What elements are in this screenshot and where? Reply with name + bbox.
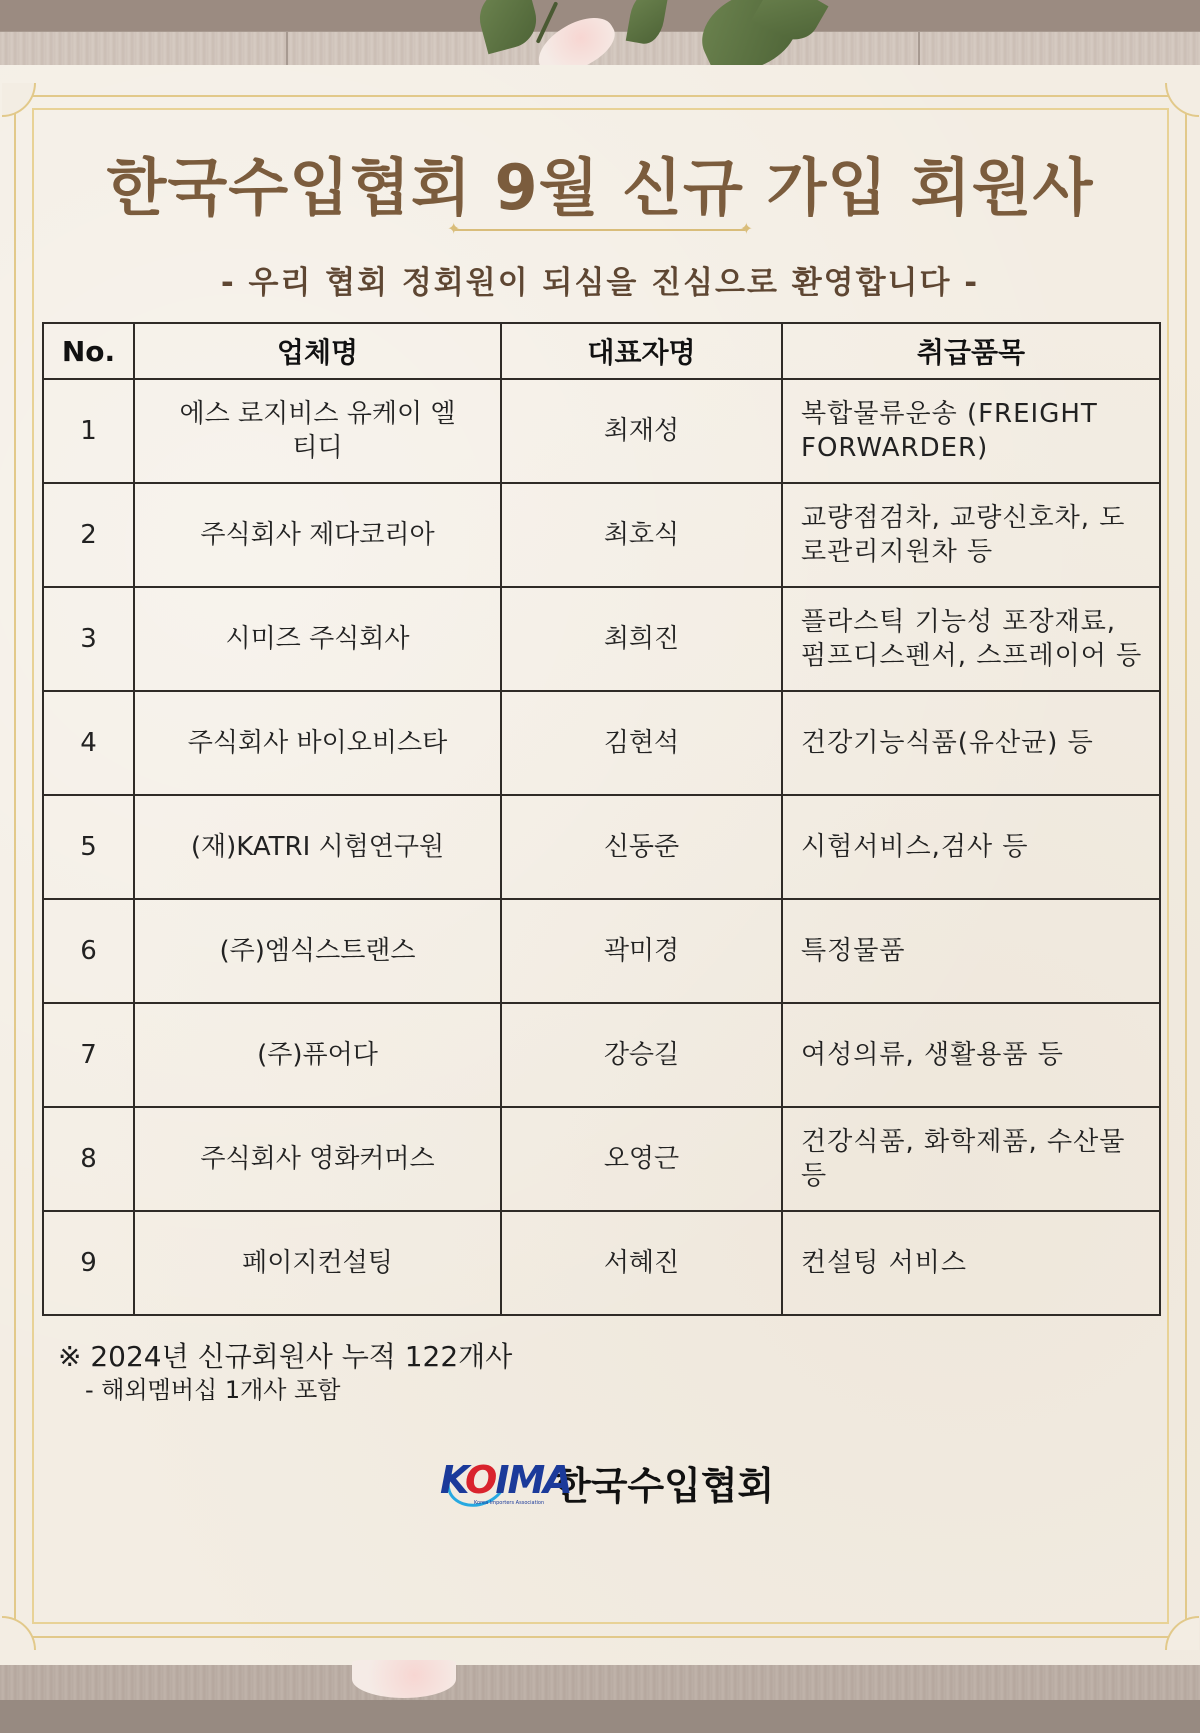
- cell-company: 주식회사 영화커머스: [134, 1107, 501, 1211]
- cell-representative: 최희진: [501, 587, 782, 691]
- table-row: [43, 483, 1160, 587]
- cell-items: 특정물품: [782, 899, 1160, 1003]
- cell-company: 주식회사 바이오비스타: [134, 691, 501, 795]
- plank-seam: [286, 31, 288, 65]
- table-row: [43, 1003, 1160, 1107]
- cell-representative: 곽미경: [501, 899, 782, 1003]
- column-header-items: 취급품목: [782, 323, 1160, 379]
- cell-items: 플라스틱 기능성 포장재료, 펌프디스펜서, 스프레이어 등: [782, 587, 1160, 691]
- cell-company: (재)KATRI 시험연구원: [134, 795, 501, 899]
- table-row: [43, 1211, 1160, 1315]
- member-table: [42, 322, 1161, 1316]
- cell-no: 2: [43, 483, 134, 587]
- cell-company: 페이지컨설팅: [134, 1211, 501, 1315]
- cell-items: 교량점검차, 교량신호차, 도로관리지원차 등: [782, 483, 1160, 587]
- table-row: [43, 587, 1160, 691]
- column-header-no: No.: [43, 323, 134, 379]
- logo-letter: K: [440, 1458, 466, 1502]
- cell-company: (주)퓨어다: [134, 1003, 501, 1107]
- table-row: [43, 795, 1160, 899]
- cell-company: (주)엠식스트랜스: [134, 899, 501, 1003]
- cell-representative: 최재성: [501, 379, 782, 483]
- cell-items: 시험서비스,검사 등: [782, 795, 1160, 899]
- cell-representative: 김현석: [501, 691, 782, 795]
- logo-tagline: Korea Importers Association: [474, 1500, 545, 1506]
- plank-seam: [918, 31, 920, 65]
- column-header-company: 업체명: [134, 323, 501, 379]
- ornament-divider: [455, 229, 745, 231]
- cell-company: 시미즈 주식회사: [134, 587, 501, 691]
- cell-representative: 최호식: [501, 483, 782, 587]
- table-row: [43, 379, 1160, 483]
- cell-no: 9: [43, 1211, 134, 1315]
- cumulative-members-note: ※ 2024년 신규회원사 누적 122개사: [58, 1340, 513, 1373]
- cell-items: 건강기능식품(유산균) 등: [782, 691, 1160, 795]
- cell-no: 3: [43, 587, 134, 691]
- cell-no: 7: [43, 1003, 134, 1107]
- cell-items: 건강식품, 화학제품, 수산물 등: [782, 1107, 1160, 1211]
- lily-petal-icon: [352, 1660, 456, 1698]
- cell-representative: 강승길: [501, 1003, 782, 1107]
- cell-items: 컨설팅 서비스: [782, 1211, 1160, 1315]
- table-row: [43, 1107, 1160, 1211]
- page-title: 한국수입협회 9월 신규 가입 회원사: [106, 151, 1094, 224]
- page-subtitle: - 우리 협회 정회원이 되심을 진심으로 환영합니다 -: [220, 265, 980, 301]
- cell-no: 5: [43, 795, 134, 899]
- koima-logo: [440, 1452, 774, 1512]
- table-row: [43, 899, 1160, 1003]
- logo-letter-o: O: [465, 1458, 496, 1502]
- cell-representative: 신동준: [501, 795, 782, 899]
- koima-logo-mark: [440, 1452, 571, 1512]
- cell-company: 에스 로지비스 유케이 엘티디: [134, 379, 501, 483]
- cell-no: 6: [43, 899, 134, 1003]
- cell-representative: 서혜진: [501, 1211, 782, 1315]
- association-name: 한국수입협회: [554, 1463, 775, 1508]
- cell-no: 8: [43, 1107, 134, 1211]
- column-header-representative: 대표자명: [501, 323, 782, 379]
- table-header-row: [43, 323, 1160, 379]
- cell-company: 주식회사 제다코리아: [134, 483, 501, 587]
- cell-representative: 오영근: [501, 1107, 782, 1211]
- cell-items: 복합물류운송 (FREIGHT FORWARDER): [782, 379, 1160, 483]
- background-floor: [0, 1700, 1200, 1733]
- background-bottom-plank: [0, 1665, 1200, 1700]
- cell-no: 1: [43, 379, 134, 483]
- koima-wordmark: [440, 1458, 571, 1502]
- cell-no: 4: [43, 691, 134, 795]
- overseas-membership-note: - 해외멤버십 1개사 포함: [85, 1376, 341, 1404]
- logo-letters: IMA: [495, 1458, 571, 1502]
- cell-items: 여성의류, 생활용품 등: [782, 1003, 1160, 1107]
- table-row: [43, 691, 1160, 795]
